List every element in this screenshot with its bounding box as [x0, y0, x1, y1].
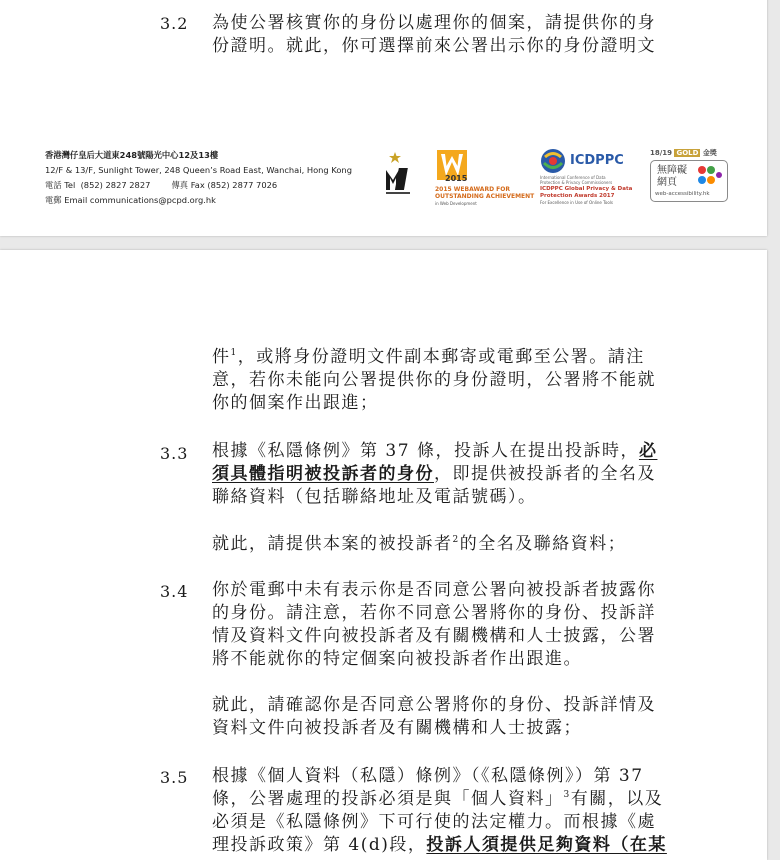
section-number: 3.5: [160, 768, 189, 787]
webaward-subtitle: in Web Development: [435, 201, 477, 206]
accessibility-url: web-accessibility.hk: [655, 191, 710, 197]
text-line: 聯絡資料（包括聯絡地址及電話號碼）。: [212, 487, 537, 507]
accessibility-award-year: 18/19 GOLD 金獎: [650, 149, 717, 157]
text-line: 須具體指明被投訴者的身份，即提供被投訴者的全名及: [212, 464, 656, 484]
text-line: 就此，請提供本案的被投訴者$^2$的全名及聯絡資料；: [212, 534, 627, 554]
gold-badge: GOLD: [676, 149, 699, 157]
award-logo-m: [383, 150, 413, 198]
accessibility-chinese-label: 無障礙 網頁: [657, 165, 687, 188]
text-line: 為使公署核實你的身份以處理你的個案，請提供你的身: [212, 13, 656, 33]
text-line: 你的個案作出跟進；: [212, 393, 379, 413]
paragraph-3-3-request: [212, 533, 626, 556]
icdppc-award-line2: Protection Awards 2017: [540, 193, 615, 199]
text-line: 根據《個人資料（私隱）條例》（《私隱條例》）第 37: [212, 766, 644, 786]
icdppc-award-line1: ICDPPC Global Privacy & Data: [540, 186, 633, 192]
icdppc-title: ICDPPC: [570, 153, 624, 168]
icdppc-award-category: For Excellence in Use of Online Tools: [540, 200, 613, 205]
address-english: 12/F & 13/F, Sunlight Tower, 248 Queen’s Road East, Wanchai, Hong Kong: [45, 165, 352, 175]
icdppc-award-logo: [540, 148, 650, 210]
paragraph-3-3: [212, 440, 657, 509]
text-line: 將不能就你的特定個案向被投訴者作出跟進。: [212, 649, 582, 669]
paragraph-3-5: [212, 765, 667, 857]
emphasis-text: 必: [638, 441, 658, 461]
footnote-ref-3: 3: [563, 790, 571, 800]
footnote-ref-1: 1: [230, 348, 238, 358]
text-line: 根據《私隱條例》第 37 條，投訴人在提出投訴時，必: [212, 441, 658, 461]
paragraph-3-2-continued: [212, 346, 656, 415]
webaward-logo: [435, 148, 545, 208]
document-page-2: [0, 250, 767, 860]
address-chinese: 香港灣仔皇后大道東248號陽光中心12及13樓: [45, 150, 219, 160]
icdppc-conference-line1: International Conference of Data: [540, 175, 606, 180]
text-line: 意，若你未能向公署提供你的身份證明，公署將不能就: [212, 370, 656, 390]
text-line: 理投訴政策》第 4(d)段，投訴人須提供足夠資料（在某: [212, 835, 667, 855]
text-line: 份證明。就此，你可選擇前來公署出示你的身份證明文: [212, 36, 656, 56]
text-line: 必須是《私隱條例》下可行使的法定權力。而根據《處: [212, 812, 656, 832]
web-accessibility-logo: [648, 148, 730, 206]
emphasis-text: 投訴人須提供足夠資料（在某: [426, 835, 667, 855]
paragraph-3-4: [212, 579, 656, 671]
email-address: 電郵 Email communications@pcpd.org.hk: [45, 195, 216, 205]
text-line: 你於電郵中未有表示你是否同意公署向被投訴者披露你: [212, 580, 656, 600]
icdppc-conference-line2: Protection & Privacy Commissioners: [540, 180, 613, 185]
letterhead-footer: [45, 148, 352, 208]
webaward-title: 2015 WEBAWARD FOR OUTSTANDING ACHIEVEMENT: [435, 186, 535, 200]
accessibility-badge: [650, 160, 728, 202]
text-line: 的身份。請注意，若你不同意公署將你的身份、投訴詳: [212, 603, 656, 623]
footnote-ref-2: 2: [452, 535, 460, 545]
text-line: 件$^1$，或將身份證明文件副本郵寄或電郵至公署。請注: [212, 347, 645, 367]
section-number: 3.4: [160, 582, 189, 601]
section-number: 3.2: [160, 14, 189, 33]
text-line: 資料文件向被投訴者及有關機構和人士披露；: [212, 718, 582, 738]
emphasis-text: 須具體指明被投訴者的身份: [212, 464, 434, 484]
paragraph-3-2: [212, 12, 656, 58]
text-line: 情及資料文件向被投訴者及有關機構和人士披露，公署: [212, 626, 656, 646]
paragraph-3-4-request: [212, 694, 656, 740]
text-line: 就此，請確認你是否同意公署將你的身份、投訴詳情及: [212, 695, 656, 715]
phone-fax: 電話 Tel (852) 2827 2827 傳真 Fax (852) 2877 7026: [45, 180, 278, 190]
svg-text:2015: 2015: [445, 174, 468, 183]
document-page-1: [0, 0, 767, 236]
section-number: 3.3: [160, 444, 189, 463]
text-line: 條，公署處理的投訴必須是與「個人資料」$^3$有關，以及: [212, 789, 664, 809]
